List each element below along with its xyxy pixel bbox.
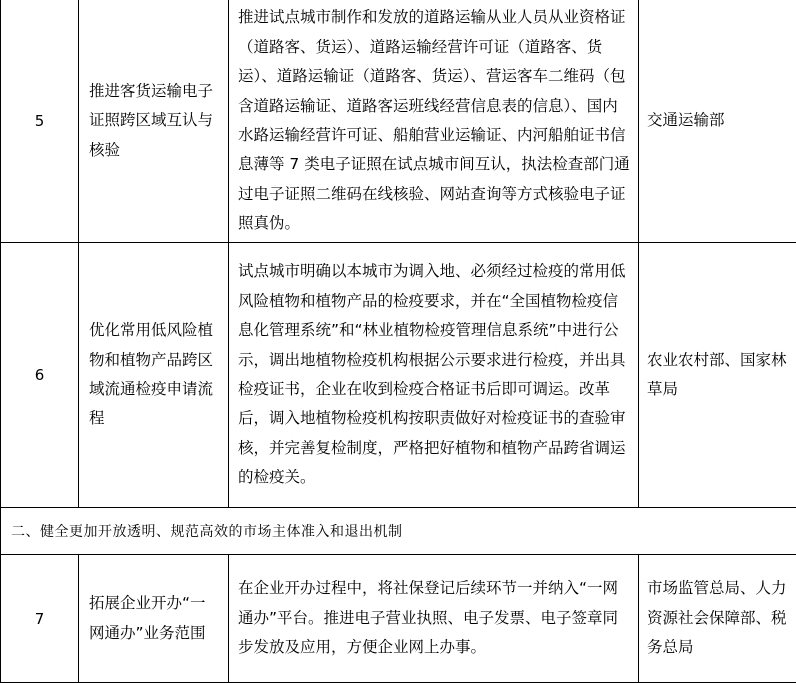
section-heading-row (1, 508, 796, 555)
item-name: 推进客货运输电子证照跨区域互认与核验 (79, 0, 229, 243)
item-department: 市场监管总局、人力资源社会保障部、税务总局 (639, 555, 796, 683)
table-row (1, 0, 796, 243)
item-name: 拓展企业开办“一网通办”业务范围 (79, 555, 229, 683)
section-heading: 二、健全更加开放透明、规范高效的市场主体准入和退出机制 (1, 508, 796, 555)
table-row (1, 555, 796, 683)
table-row (1, 243, 796, 508)
item-description: 在企业开办过程中，将社保登记后续环节一并纳入“一网通办”平台。推进电子营业执照、电子发票、电子签章同步发放及应用，方便企业网上办事。 (229, 555, 639, 683)
item-name: 优化常用低风险植物和植物产品跨区域流通检疫申请流程 (79, 243, 229, 508)
item-number: 7 (1, 555, 79, 683)
item-description: 试点城市明确以本城市为调入地、必须经过检疫的常用低风险植物和植物产品的检疫要求，并在“全国植物检疫信息化管理系统”和“林业植物检疫管理信息系统”中进行公示，调出地植物检疫机构根据公示要求进行检疫，并出具检疫证书，企业在收到检疫合格证书后即可调运。改革后，调入地植物检疫机构按职责做好对检疫证书的查验审核，并完善复检制度，严格把好植物和植物产品跨省调运的检疫关。 (229, 243, 639, 508)
item-number: 6 (1, 243, 79, 508)
item-number: 5 (1, 0, 79, 243)
item-department: 农业农村部、国家林草局 (639, 243, 796, 508)
item-description: 推进试点城市制作和发放的道路运输从业人员从业资格证（道路客、货运）、道路运输经营许可证（道路客、货运）、道路运输证（道路客、货运）、营运客车二维码（包含道路运输证、道路客运班线经营信息表的信息）、国内水路运输经营许可证、船舶营业运输证、内河船舶证书信息薄等 7 类电子证照在试点城市间互认，执法检查部门通过电子证照二维码在线核验、网站查询等方式核验电子证照真伪。 (229, 0, 639, 243)
item-department: 交通运输部 (639, 0, 796, 243)
